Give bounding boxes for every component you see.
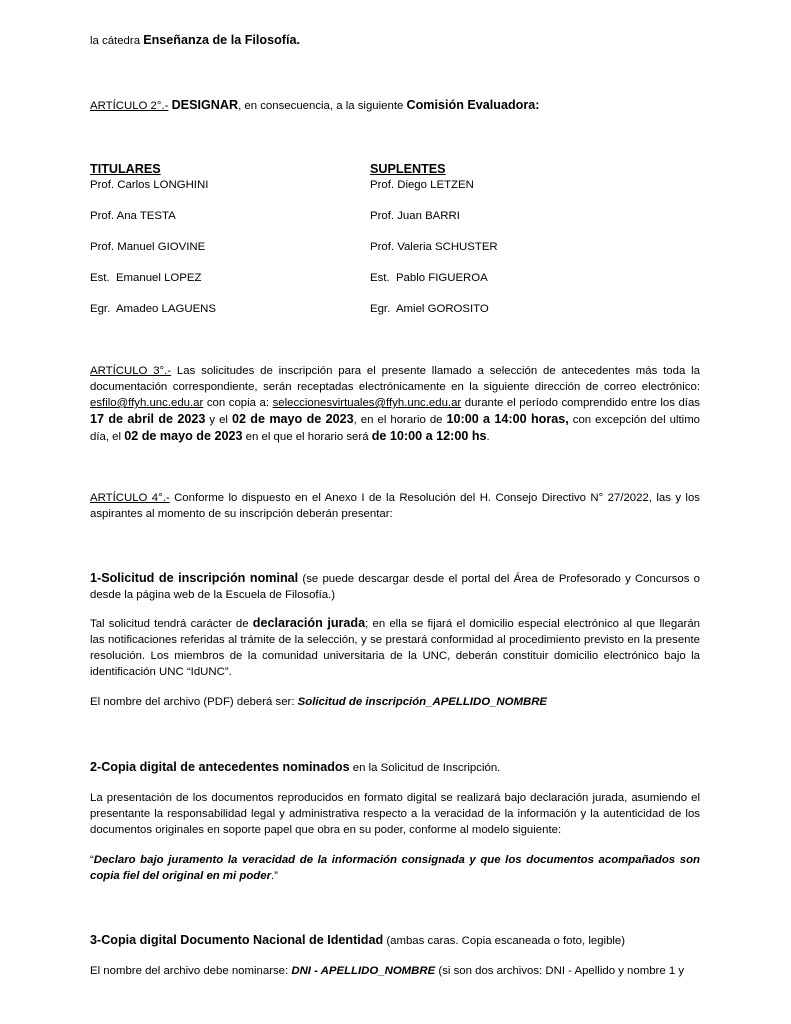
last-day-date: 02 de mayo de 2023 <box>124 429 243 443</box>
item-1-text: (se puede descargar desde el portal del Área de Profesorado y Concursos o desde la página web de la Escuela de Filosofía.) <box>90 573 700 601</box>
titulares-column <box>90 161 350 332</box>
article-2-label: ARTÍCULO 2°.- <box>90 100 169 112</box>
article-2 <box>90 97 700 114</box>
titular-member: Egr. Amadeo LAGUENS <box>90 303 216 315</box>
item-1-filename <box>90 694 700 710</box>
article-3-text: en el que el horario será <box>242 431 372 443</box>
item-2-text: en la Solicitud de Inscripción. <box>349 762 501 774</box>
article-4 <box>90 490 700 522</box>
titular-member: Prof. Manuel GIOVINE <box>90 241 206 253</box>
suplente-member: Prof. Juan BARRI <box>370 210 460 222</box>
titular-member: Prof. Carlos LONGHINI <box>90 179 209 191</box>
article-3-text: con excepción del ultimo día, el <box>90 414 701 443</box>
suplentes-header: SUPLENTES <box>370 162 446 176</box>
article-3-text: durante el período comprendido entre los días <box>461 397 700 409</box>
dni-filename: DNI - APELLIDO_NOMBRE <box>291 965 436 977</box>
item-1-heading <box>90 570 700 603</box>
quote-mark: .” <box>271 870 278 882</box>
quote-mark: “ <box>90 854 94 866</box>
article-3-label: ARTÍCULO 3°.- <box>90 365 172 377</box>
declaration-quote <box>90 852 700 884</box>
article-4-label: ARTÍCULO 4°.- <box>90 492 170 504</box>
article-4-text: Conforme lo dispuesto en el Anexo I de la Resolución del H. Consejo Directivo N° 27/2022, las y los aspirantes al momento de su inscripción deberán presentar: <box>90 492 700 520</box>
article-2-text: , en consecuencia, a la siguiente <box>238 100 407 112</box>
item-3-text: El nombre del archivo debe nominarse: <box>90 965 292 977</box>
top-line <box>90 32 700 49</box>
item-1-text: ; en ella se fijará el domicilio especial electrónico al que llegarán las notificaciones referidas al trámite de la selección, y se prestará conformidad al procedimiento previsto en la presente resolución. Los miembros de la comunidad universitaria de la UNC, deberán constituir domicilio electrónico bajo la identificación UNC “IdUNC”. <box>90 618 700 678</box>
item-3-title: 3-Copia digital Documento Nacional de Identidad <box>90 933 384 947</box>
declaracion-jurada: declaración jurada <box>252 616 366 630</box>
top-line-text: la cátedra <box>90 35 144 47</box>
item-2-title: 2-Copia digital de antecedentes nominados <box>90 760 350 774</box>
item-3-heading <box>90 932 700 949</box>
titular-member: Est. Emanuel LOPEZ <box>90 272 202 284</box>
suplente-member: Prof. Valeria SCHUSTER <box>370 241 498 253</box>
titular-member: Prof. Ana TESTA <box>90 210 176 222</box>
quote-text: Declaro bajo juramento la veracidad de la información consignada y que los documentos acompañados son copia fiel del original en mi poder <box>90 854 700 882</box>
commission-title: Comisión Evaluadora: <box>406 98 540 112</box>
item-2-heading <box>90 759 700 776</box>
article-2-verb: DESIGNAR <box>171 98 239 112</box>
item-3-paragraph <box>90 963 700 979</box>
suplente-member: Est. Pablo FIGUEROA <box>370 272 488 284</box>
last-day-hours: de 10:00 a 12:00 hs <box>371 429 487 443</box>
item-1-title: 1-Solicitud de inscripción nominal <box>90 571 299 585</box>
titulares-header: TITULARES <box>90 162 161 176</box>
suplente-member: Egr. Amiel GOROSITO <box>370 303 489 315</box>
suplentes-column <box>370 161 700 332</box>
article-3-text: con copia a: <box>203 397 273 409</box>
item-3-text: (si son dos archivos: DNI - Apellido y nombre 1 y <box>435 965 685 977</box>
item-2-paragraph <box>90 790 700 838</box>
email-link-selecciones[interactable]: seleccionesvirtuales@ffyh.unc.edu.ar <box>272 397 462 409</box>
end-date: 02 de mayo de 2023 <box>231 412 354 426</box>
filename-label: El nombre del archivo (PDF) deberá ser: <box>90 696 298 708</box>
item-1-paragraph <box>90 615 700 680</box>
email-link-esfilo[interactable]: esfilo@ffyh.unc.edu.ar <box>90 397 204 409</box>
item-3-text: (ambas caras. Copia escaneada o foto, legible) <box>383 935 626 947</box>
article-3-text: Las solicitudes de inscripción para el presente llamado a selección de antecedentes más toda la documentación correspondiente, serán receptadas electrónicamente en la siguiente dirección de correo electrónico: <box>90 365 700 393</box>
article-3-text: . <box>486 431 490 443</box>
filename-value: Solicitud de inscripción_APELLIDO_NOMBRE <box>297 696 548 708</box>
suplente-member: Prof. Diego LETZEN <box>370 179 474 191</box>
article-3 <box>90 363 700 445</box>
article-3-text: y el <box>205 414 232 426</box>
item-2-text: La presentación de los documentos reproducidos en formato digital se realizará bajo declaración jurada, asumiendo el presentante la responsabilidad legal y administrativa respecto a la veracidad de la información y la autenticidad de los documentos originales en soporte papel que obra en su poder, conforme al modelo siguiente: <box>90 792 700 836</box>
article-3-text: , en el horario de <box>353 414 447 426</box>
hours-range: 10:00 a 14:00 horas, <box>446 412 569 426</box>
item-1-text: Tal solicitud tendrá carácter de <box>90 618 253 630</box>
catedra-name: Enseñanza de la Filosofía. <box>143 33 300 47</box>
start-date: 17 de abril de 2023 <box>90 412 206 426</box>
